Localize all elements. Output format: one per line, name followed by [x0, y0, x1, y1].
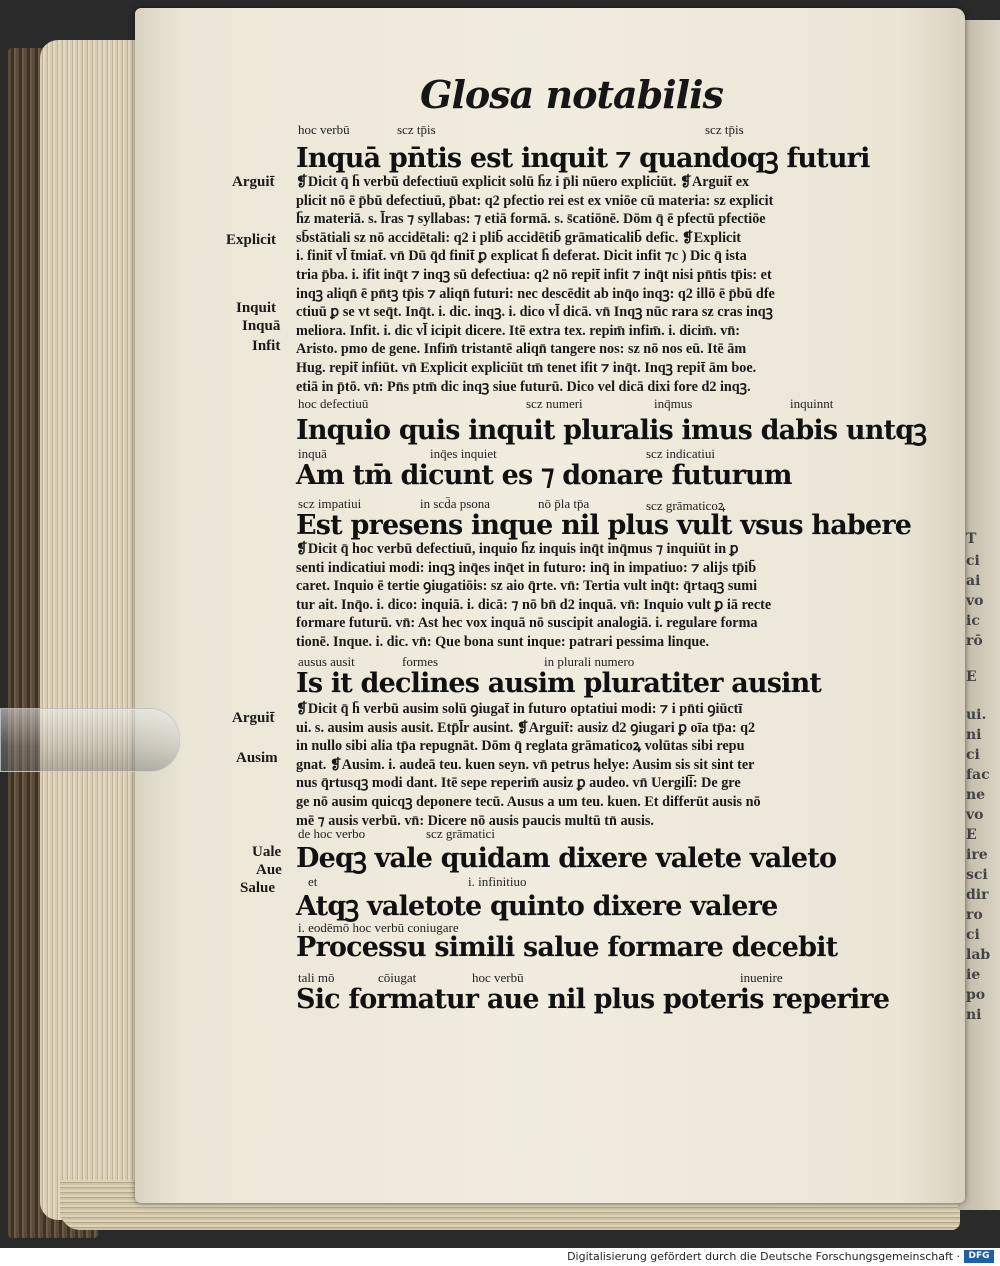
commentary-line: ❡Dicit q̄ h̄ verbū defectiuū explicit solū h̄z i p̄li nūero expliciūt. ❡Arguit̄ ex — [296, 174, 750, 190]
commentary-line: Hug. repit̄ infiūt. vn̄ Explicit expliciūt tm̄ tenet ifit ⁊ inq̄t. Inqꝫ repit̄ ām boe. — [296, 359, 757, 376]
interlinear-gloss: et — [308, 874, 318, 889]
interlinear-gloss: hoc verbū — [298, 122, 350, 137]
facing-page-fragment: po — [966, 987, 986, 1003]
commentary-line: caret. Inquio ē tertie ꝯiugatiōis: sz aio q̄rte. vn̄: Tertia vult inq̄t: q̄rtaqꝫ sumi — [296, 578, 758, 595]
interlinear-gloss: tali mō — [298, 970, 335, 985]
interlinear-gloss: inq̄es inquiet — [430, 446, 497, 461]
interlinear-gloss: hoc verbū — [472, 970, 524, 985]
commentary-line: nus q̄rtusqꝫ modi dant. Itē sepe reperim̄ ausiz ꝑ audeo. vn̄ Uergili̅: De gre — [296, 775, 741, 792]
interlinear-gloss: ausus ausit — [298, 654, 355, 669]
marginal-note: Explicit — [226, 232, 277, 248]
facing-page-fragment: ro — [966, 907, 983, 923]
facing-page-fragment: vo — [966, 807, 984, 823]
commentary-line: plicit nō ē p̄bū defectiuū, p̄bat: q2 pfectio rei est ex vniōe cū materia: sz explicit — [296, 192, 774, 209]
commentary-line: ❡Dicit q̄ hoc verbū defectiuū, inquio h̄z inquis inq̄t inq̄mus ⁊ inquiūt in ꝑ — [296, 541, 739, 557]
commentary-line: Aristo. pmo de gene. Infim̄ tristantē aliqn̄ tangere nos: sz nō nos eū. Itē ām — [296, 341, 747, 358]
facing-page-fragment: ni — [966, 1007, 982, 1023]
facing-page-fragment: sci — [966, 867, 988, 883]
facing-page-fragment: dir — [966, 887, 989, 903]
facing-page-fragment: fac — [966, 767, 990, 783]
page-heading: Glosa notabilis — [420, 72, 723, 117]
interlinear-gloss: scz grāmaticoꝝ — [646, 498, 726, 513]
marginal-note: Infit — [252, 338, 281, 354]
interlinear-gloss: cōiugat — [378, 970, 417, 985]
facing-page-fragment: ie — [966, 967, 981, 983]
verse-line: Inquā pn̄tis est inquit ⁊ quandoqꝫ futuri — [296, 143, 870, 174]
verse-line: Am tm̄ dicunt es ⁊ donare futurum — [296, 460, 792, 491]
footer-bar — [0, 1248, 1000, 1266]
interlinear-gloss: inquinnt — [790, 396, 834, 411]
verse-line: Is it declines ausim pluratiter ausint — [296, 668, 822, 699]
interlinear-gloss: formes — [402, 654, 439, 669]
facing-page-fragment: ci — [966, 927, 980, 943]
interlinear-gloss: hoc defectiuū — [298, 396, 369, 411]
commentary-line: tur ait. Inq̄o. i. dico: inquiā. i. dicā: ⁊ nō bn̄ d2 inquā. vn̄: Inquio vult ꝑ iā recte — [296, 596, 772, 613]
marginal-note: Uale — [252, 844, 282, 860]
commentary-line: ui. s. ausim ausis ausit. Etp̄l̄r ausint. ❡Arguit̄: ausiz d2 ꝯiugari ꝑ oīa tp̄a: q2 — [296, 719, 756, 736]
commentary-line: meliora. Infit. i. dic vl̄ icipit dicere. Itē extra tex. repim̄ infim̄. i. dicim̄. vn̄: — [296, 322, 740, 339]
verse-line: Sic formatur aue nil plus poteris reperire — [296, 984, 890, 1015]
commentary-line: etiā in p̄tō. vn̄: Pn̄s ptm̄ dic inqꝫ siue futurū. Dico vel dicā dixi fore d2 inqꝫ. — [296, 378, 751, 395]
facing-page-fragment: vo — [966, 593, 984, 609]
facing-page-fragment: rō — [966, 633, 983, 649]
interlinear-gloss: de hoc verbo — [298, 826, 366, 841]
marginal-note: Aue — [256, 862, 282, 878]
interlinear-gloss: nō p̄la tp̄a — [538, 496, 590, 511]
marginal-note: Arguit̄ — [232, 174, 275, 190]
commentary-line: gnat. ❡Ausim. i. audeā teu. kuen seyn. vn̄ petrus helye: Ausim sis sit sint ter — [296, 756, 755, 773]
interlinear-gloss: inq̄mus — [654, 396, 693, 411]
dfg-logo-icon: DFG — [964, 1250, 994, 1263]
commentary-line: mē ⁊ ausis verbū. vn̄: Dicere nō ausis paucis multū tn̄ ausis. — [296, 812, 654, 829]
commentary-line: sb̄stātiali sz nō accidētali: q2 i plib̄ accidētib̄ grāmaticalib̄ defic. ❡Explicit — [296, 229, 741, 246]
facing-page-fragment: T — [966, 531, 977, 547]
commentary-line: h̄z materiā. s. l̄ras ⁊ syllabas: ⁊ etiā formā. s. s̄catiōnē. Dōm q̄ ē pfectū pfectiōe — [296, 211, 766, 228]
glass-weight-clip — [0, 708, 180, 772]
interlinear-gloss: i. infinitiuo — [468, 874, 527, 889]
marginal-note: Ausim — [236, 750, 278, 766]
facing-page-fragment: E — [966, 827, 977, 843]
commentary-block — [296, 700, 881, 830]
interlinear-gloss: scz numeri — [526, 396, 583, 411]
verse-line: Atqꝫ valetote quinto dixere valere — [296, 891, 778, 922]
verse-line: Deqꝫ vale quidam dixere valete valeto — [296, 843, 837, 874]
verse-line: Processu simili salue formare decebit — [296, 932, 838, 963]
commentary-line: formare futurū. vn̄: Ast hec vox inquā nō suscipit analogiā. i. regulare forma — [296, 615, 758, 632]
marginal-note: Arguit̄ — [232, 710, 275, 726]
commentary-line: ❡Dicit q̄ h̄ verbū ausim solū ꝯiugat̄ in futuro optatiui modi: ⁊ i pn̄ti ꝯiūctī — [296, 701, 743, 717]
commentary-line: i. finit̄ vl̄ t̄miat̄. vn̄ Dū q̄d finit̄ ꝑ explicat h̄ deferat. Dicit infit ⁊c ) Dic q̄ ista — [296, 248, 747, 265]
marginal-note: Salue — [240, 880, 276, 896]
footer-credit: Digitalisierung gefördert durch die Deutsche Forschungsgemeinschaft · — [567, 1250, 960, 1263]
commentary-line: tria p̄ba. i. ifit inq̄t ⁊ inqꝫ sū defectiua: q2 nō repit̄ infit ⁊ inq̄t nisi pn̄tis tp̄is: et — [296, 266, 772, 283]
interlinear-gloss: in plurali numero — [544, 654, 635, 669]
commentary-line: tionē. Inque. i. dic. vn̄: Que bona sunt inque: patrari pessima linque. — [296, 633, 710, 650]
commentary-block — [296, 173, 881, 396]
interlinear-gloss: scz impatiui — [298, 496, 362, 511]
interlinear-gloss: in scd̄a psona — [420, 496, 491, 511]
facing-page-fragment: ci — [966, 747, 980, 763]
commentary-line: senti indicatiui modi: inqꝫ inq̄es inq̄et in futuro: inq̄ in impatiuo: ⁊ alijs tp̄ib̄ — [296, 559, 757, 576]
verse-line: Inquio quis inquit pluralis imus dabis untqꝫ — [296, 415, 927, 446]
marginal-note: Inquā — [242, 318, 281, 334]
commentary-line: in nullo sibi alia tp̄a repugnāt. Dōm q̄ reglata grāmaticoꝝ volūtas sibi repu — [296, 738, 745, 755]
facing-page-fragment: E — [966, 669, 977, 685]
facing-page-fragment: ic — [966, 613, 980, 629]
page-fore-edge — [40, 40, 150, 1220]
marginal-note: Inquit — [236, 300, 277, 316]
facing-page-fragment: ai — [966, 573, 981, 589]
facing-page-fragment: ci — [966, 553, 980, 569]
verse-line: Est presens inque nil plus vult vsus habere — [296, 510, 912, 541]
interlinear-gloss: inuenire — [740, 970, 783, 985]
facing-page-fragment: ni — [966, 727, 982, 743]
interlinear-gloss: scz tp̄is — [397, 122, 436, 137]
commentary-line: inqꝫ aliqn̄ ē pn̄tꝫ tp̄is ⁊ aliqn̄ futuri: nec descēdit ab inq̄o inqꝫ: q2 illō ē p̄bū dfe — [296, 285, 775, 302]
interlinear-gloss: inquā — [298, 446, 327, 461]
interlinear-gloss: scz indicatiui — [646, 446, 715, 461]
facing-page-fragment: ui. — [966, 707, 987, 723]
facing-page-fragment: lab — [966, 947, 991, 963]
interlinear-gloss: i. eodēmō hoc verbū coniugare — [298, 920, 459, 935]
interlinear-gloss: scz tp̄is — [705, 122, 744, 137]
commentary-block — [296, 540, 881, 652]
commentary-line: ctiuū ꝑ se vt seq̄t. Inq̄t. i. dic. inqꝫ. i. dico vl̄ dicā. vn̄ Inqꝫ nūc rara sz cras inqꝫ — [296, 304, 773, 321]
commentary-line: ge nō ausim quicqꝫ deponere tecū. Ausus a um teu. kuen. Et differūt ausis nō — [296, 793, 761, 810]
interlinear-gloss: scz grāmatici — [426, 826, 495, 841]
facing-page-fragment: ne — [966, 787, 986, 803]
facing-page-fragment: ire — [966, 847, 988, 863]
